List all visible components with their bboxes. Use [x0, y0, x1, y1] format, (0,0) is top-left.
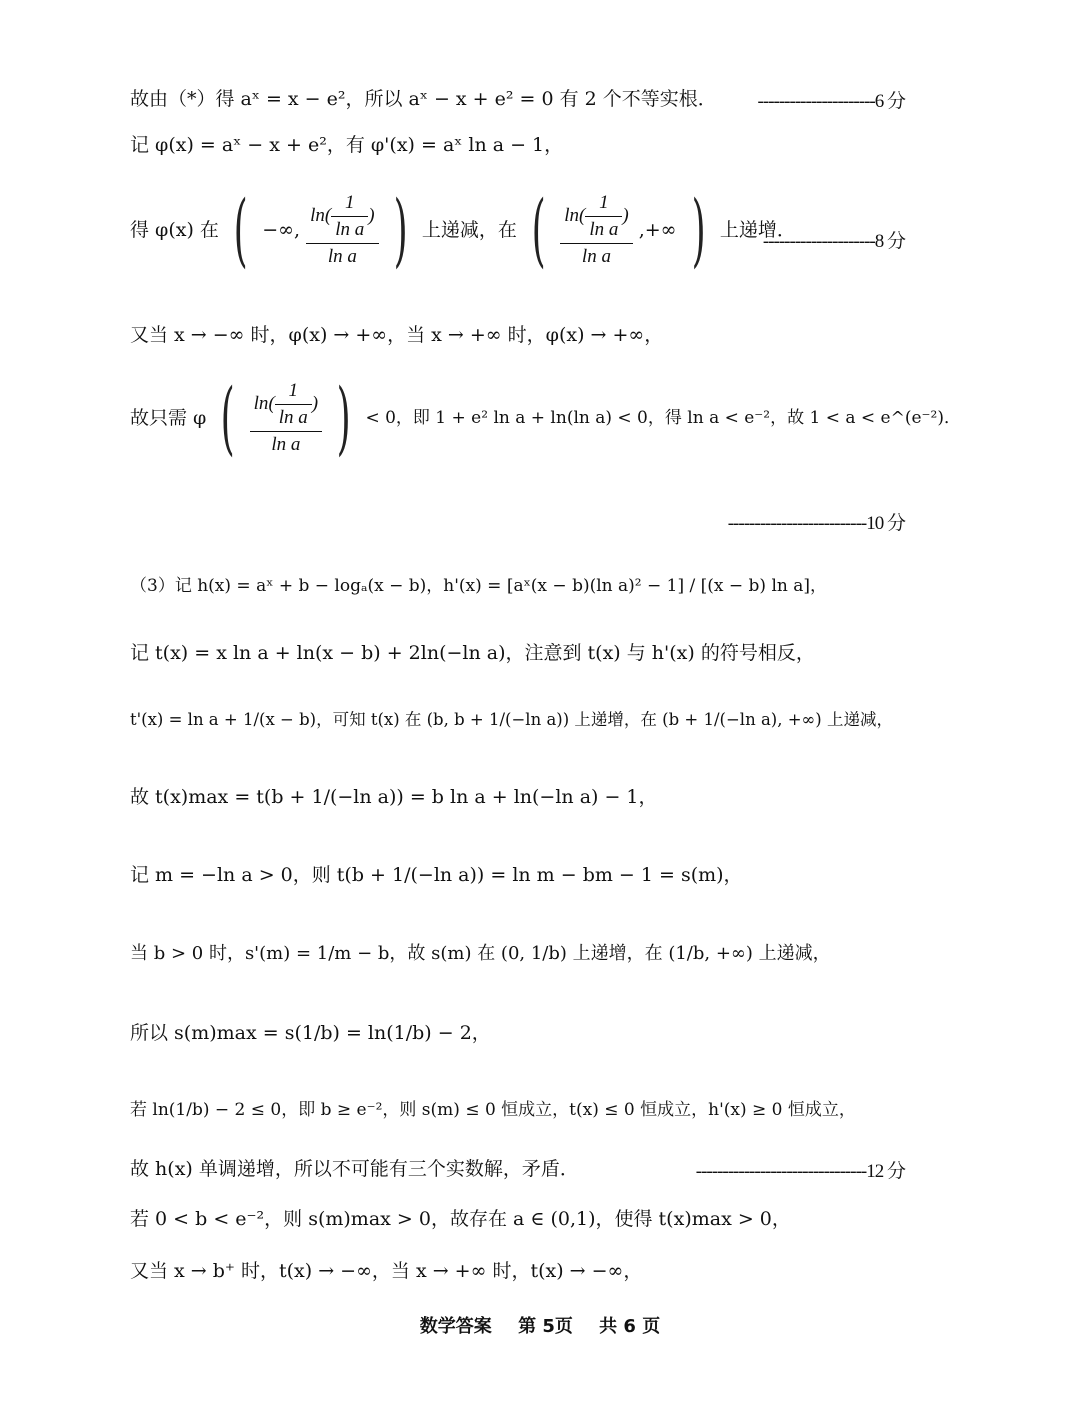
line-10	[130, 784, 930, 810]
neg-infinity: −∞,	[262, 219, 301, 241]
line-14-text: 若 ln(1/b) − 2 ≤ 0，即 b ≥ e⁻²，则 s(m) ≤ 0 恒成立，t(x) ≤ 0 恒成立，h'(x) ≥ 0 恒成立，	[130, 1100, 856, 1120]
line-2	[130, 132, 930, 158]
line-3-part-c: 上递增．	[719, 219, 796, 241]
line-12-text: 当 b > 0 时，s'(m) = 1/m − b，故 s(m) 在 (0, 1/b) 上递增，在 (1/b, +∞) 上递减，	[130, 943, 831, 964]
footer-total-pages: 共 6 页	[599, 1316, 661, 1337]
line-8	[130, 640, 930, 666]
line-11-text: 记 m = −ln a > 0，则 t(b + 1/(−ln a)) = ln m − bm − 1 = s(m)，	[130, 864, 743, 886]
line-14	[130, 1096, 930, 1123]
right-paren-2: )	[691, 183, 706, 276]
left-paren-2: (	[531, 183, 546, 276]
line-5-part-b: < 0，即 1 + e² ln a + ln(ln a) < 0，得 ln a < e⁻²，故 1 < a < e^(e⁻²)．	[365, 408, 961, 428]
right-paren-3: )	[336, 371, 351, 464]
inner-fraction-1: $\frac{1}{\text{ln a}}$	[331, 190, 368, 243]
footer-subject: 数学答案	[419, 1316, 492, 1337]
line-16	[130, 1206, 930, 1232]
line-12	[130, 940, 930, 967]
line-9-text: t'(x) = ln a + 1/(x − b)，可知 t(x) 在 (b, b + 1/(−ln a)) 上递增，在 (b + 1/(−ln a), +∞) 上递减，	[130, 710, 893, 729]
line-2-text: 记 φ(x) = aˣ − x + e²，有 φ'(x) = aˣ ln a − 1，	[130, 134, 564, 156]
line-8-text: 记 t(x) = x ln a + ln(x − b) + 2ln(−ln a)，注意到 t(x) 与 h'(x) 的符号相反，	[130, 642, 815, 664]
line-7-text: （3）记 h(x) = aˣ + b − logₐ(x − b)，h'(x) = [aˣ(x − b)(ln a)² − 1] / [(x − b) ln a]，	[130, 576, 827, 596]
line-7	[130, 572, 930, 599]
footer-page-number: 第 5页	[518, 1316, 573, 1337]
score-8: ---------------------8 分	[762, 231, 905, 252]
inner-fraction-3: $\frac{1}{\text{ln a}}$	[275, 378, 312, 431]
line-17	[130, 1258, 930, 1284]
plus-infinity: ,+∞	[638, 219, 677, 241]
line-17-text: 又当 x → b⁺ 时，t(x) → −∞，当 x → +∞ 时，t(x) → −∞，	[130, 1260, 643, 1282]
ln-ratio-fraction-2: ln( $\frac{1}{\text{ln a}}$ ) ln a	[560, 190, 632, 270]
line-15-text: 故 h(x) 单调递增，所以不可能有三个实数解，矛盾．	[130, 1158, 579, 1180]
right-paren: )	[393, 183, 408, 276]
score-10: --------------------------10 分	[727, 513, 905, 534]
line-13	[130, 1020, 930, 1046]
line-10-text: 故 t(x)max = t(b + 1/(−ln a)) = b ln a + ln(−ln a) − 1，	[130, 786, 658, 808]
line-4-text: 又当 x → −∞ 时，φ(x) → +∞，当 x → +∞ 时，φ(x) → +∞，	[130, 324, 664, 346]
line-11	[130, 862, 930, 888]
line-16-text: 若 0 < b < e⁻²，则 s(m)max > 0，故存在 a ∈ (0,1)，使得 t(x)max > 0，	[130, 1208, 791, 1230]
left-paren: (	[233, 183, 248, 276]
ln-ratio-fraction-1: ln( $\frac{1}{\text{ln a}}$ ) ln a	[306, 190, 378, 270]
line-4	[130, 322, 930, 348]
line-5-part-a: 故只需 φ	[130, 407, 207, 429]
left-paren-3: (	[220, 371, 236, 464]
line-5	[130, 371, 961, 478]
ln-ratio-fraction-3: ln( $\frac{1}{\text{ln a}}$ ) ln a	[250, 378, 322, 458]
inner-fraction-2: $\frac{1}{\text{ln a}}$	[585, 190, 622, 243]
line-3-part-a: 得 φ(x) 在	[130, 219, 219, 241]
line-13-text: 所以 s(m)max = s(1/b) = ln(1/b) − 2，	[130, 1022, 491, 1044]
line-9	[130, 706, 930, 733]
score-6: ----------------------6 分	[757, 91, 905, 112]
line-1-text: 故由（*）得 aˣ = x − e²，所以 aˣ − x + e² = 0 有 2 个不等实根．	[130, 88, 717, 110]
score-12: --------------------------------12 分	[695, 1161, 905, 1182]
page-footer	[0, 1312, 1080, 1338]
line-3-part-b: 上递减，在	[421, 219, 517, 241]
